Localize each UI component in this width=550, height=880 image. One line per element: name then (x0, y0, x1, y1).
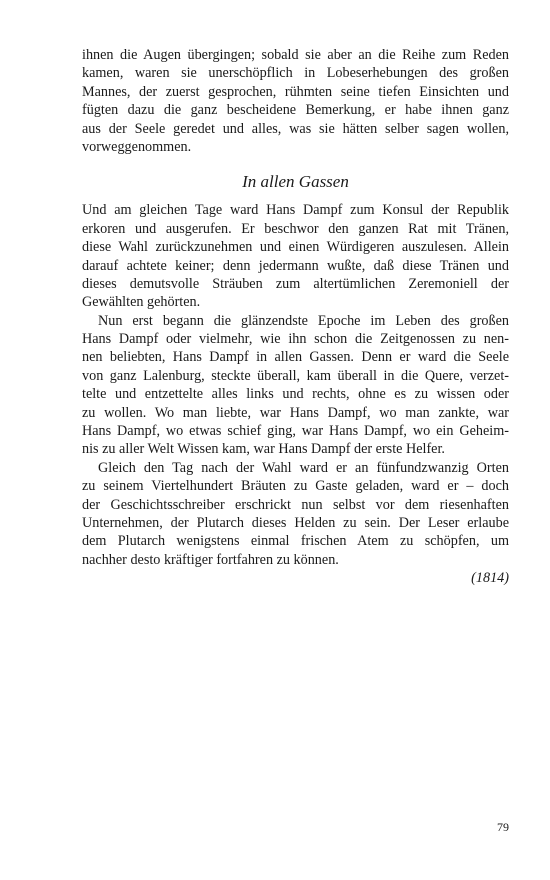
text-line: darauf achtete keiner; denn jedermann wußte, daß diese Tränen und (82, 257, 509, 274)
text-line: zu wollen. Wo man liebte, war Hans Dampf, wo man zankte, war (82, 404, 509, 421)
text-line: Mannes, der zuerst gesprochen, rühmten seine tiefen Einsichten und (82, 83, 509, 100)
text-line: dieses demutsvolle Sträuben zum altertümlichen Zeremoniell der (82, 275, 509, 292)
text-line: nachher desto kräftiger fortfahren zu können. (82, 551, 339, 568)
text-line: von ganz Lalenburg, steckte überall, kam überall in die Quere, verzet- (82, 367, 509, 384)
text-line: vorweggenommen. (82, 138, 192, 155)
text-line: kamen, waren sie unerschöpflich in Lobeserhebungen des großen (82, 65, 509, 82)
text-line: Hans Dampf, wo etwas schief ging, war Hans Dampf, wo ein Geheim- (82, 423, 509, 440)
paragraph-1 (82, 201, 509, 311)
text-line: aus der Seele geredet und alles, was sie hätten selber sagen wollen, (82, 120, 509, 137)
text-line: Nun erst begann die glänzendste Epoche im Leben des großen (98, 312, 509, 329)
text-line: nis zu aller Welt Wissen kam, war Hans Dampf der erste Helfer. (82, 441, 445, 458)
top-paragraph (82, 46, 509, 156)
text-line: Gleich den Tag nach der Wahl ward er an fünfundzwanzig Orten (98, 459, 509, 476)
paragraph-2 (82, 312, 509, 459)
paragraph-3 (82, 459, 509, 569)
text-line: telte und entzettelte alles links und rechts, ohne es zu wissen oder (82, 386, 509, 403)
page-body (82, 46, 509, 588)
text-line: Unternehmen, der Plutarch dieses Helden zu sein. Der Leser erlaube (82, 514, 509, 531)
year-note: (1814) (471, 570, 509, 587)
text-line: Hans Dampf oder vielmehr, wie ihn schon die Zeitgenossen zu nen- (82, 331, 509, 348)
text-line: dem Plutarch wenigstens einmal frischen Atem zu schöpfen, um (82, 533, 509, 550)
text-line: Und am gleichen Tage ward Hans Dampf zum Konsul der Republik (82, 202, 509, 219)
page-number: 79 (497, 820, 509, 834)
text-line: erkoren und ausgerufen. Er beschwor den ganzen Rat mit Tränen, (82, 220, 509, 237)
text-line: zu seinem Viertelhundert Bräuten zu Gaste geladen, ward er – doch (82, 478, 509, 495)
text-line: ihnen die Augen übergingen; sobald sie aber an die Reihe zum Reden (82, 47, 509, 63)
text-line: nen beliebten, Hans Dampf in allen Gassen. Denn er ward die Seele (82, 349, 509, 366)
section-heading: In allen Gassen (242, 172, 349, 192)
text-line: diese Wahl zurückzunehmen und einen Würdigeren auszulesen. Allein (82, 239, 509, 256)
text-line: fügten dazu die ganz bescheidene Bemerkung, er habe ihnen ganz (82, 102, 509, 119)
text-line: der Geschichtsschreiber erschrickt nun selbst vor dem riesenhaften (82, 496, 509, 513)
text-line: Gewählten gehörten. (82, 294, 201, 311)
